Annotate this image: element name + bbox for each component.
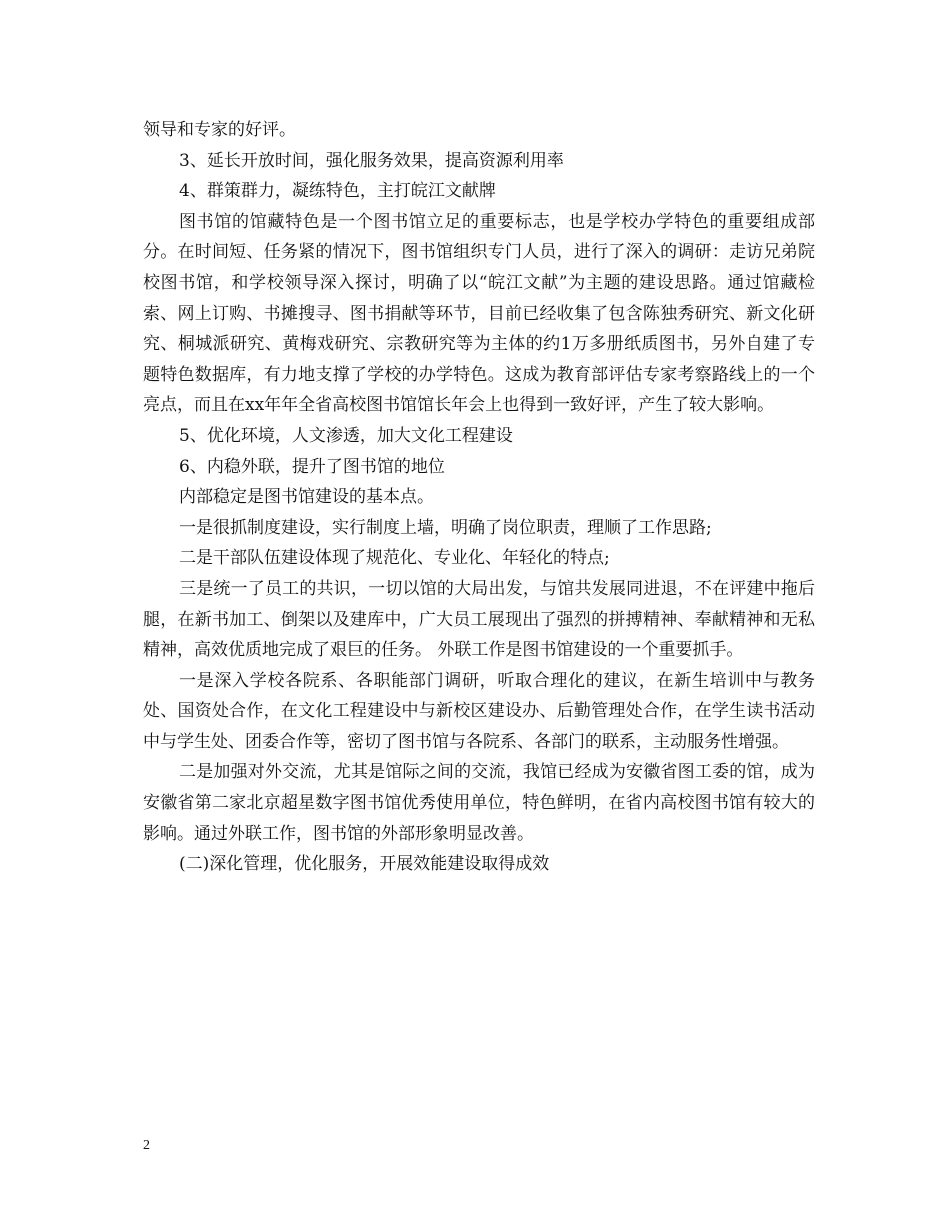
- section-heading: (二)深化管理，优化服务，开展效能建设取得成效: [179, 854, 550, 875]
- paragraph: 内部稳定是图书馆建设的基本点。: [179, 487, 434, 508]
- section-heading: 6、内稳外联，提升了图书馆的地位: [179, 456, 445, 477]
- page-number: 2: [143, 1138, 150, 1153]
- paragraph: 一是深入学校各院系、各职能部门调研，听取合理化的建议，在新生培训中与教务处、国资处合作，在文化工程建设中与新校区建设办、后勤管理处合作，在学生读书活动中与学生处、团委合作等，密切了图书馆与各院系、各部门的联系，主动服务性增强。: [143, 670, 815, 752]
- page-body: [143, 115, 815, 880]
- paragraph: 图书馆的馆藏特色是一个图书馆立足的重要标志，也是学校办学特色的重要组成部分。在时间短、任务紧的情况下，图书馆组织专门人员，进行了深入的调研：走访兄弟院校图书馆，和学校领导深入探讨，明确了以“皖江文献”为主题的建设思路。通过馆藏检索、网上订购、书摊搜寻、图书捐献等环节，目前已经收集了包含陈独秀研究、新文化研究、桐城派研究、黄梅戏研究、宗教研究等为主体的约1万多册纸质图书，另外自建了专题特色数据库，有力地支撑了学校的办学特色。这成为教育部评估专家考察路线上的一个亮点，而且在xx年年全省高校图书馆馆长年会上也得到一致好评，产生了较大影响。: [143, 211, 815, 416]
- paragraph: 二是干部队伍建设体现了规范化、专业化、年轻化的特点;: [179, 548, 610, 569]
- paragraph: 领导和专家的好评。: [143, 120, 296, 140]
- section-heading: 5、优化环境，人文渗透，加大文化工程建设: [179, 425, 513, 446]
- paragraph: 二是加强对外交流，尤其是馆际之间的交流，我馆已经成为安徽省图工委的馆，成为安徽省第二家北京超星数字图书馆优秀使用单位，特色鲜明，在省内高校图书馆有较大的影响。通过外联工作，图书馆的外部形象明显改善。: [143, 762, 815, 844]
- section-heading: 4、群策群力，凝练特色，主打皖江文献牌: [179, 181, 496, 202]
- paragraph: 三是统一了员工的共识，一切以馆的大局出发，与馆共发展同进退，不在评建中拖后腿，在新书加工、倒架以及建库中，广大员工展现出了强烈的拼搏精神、奉献精神和无私精神，高效优质地完成了艰巨的任务。 外联工作是图书馆建设的一个重要抓手。: [143, 578, 815, 661]
- section-heading: 3、延长开放时间，强化服务效果，提高资源利用率: [179, 150, 564, 171]
- paragraph: 一是很抓制度建设，实行制度上墙，明确了岗位职责，理顺了工作思路;: [179, 517, 712, 538]
